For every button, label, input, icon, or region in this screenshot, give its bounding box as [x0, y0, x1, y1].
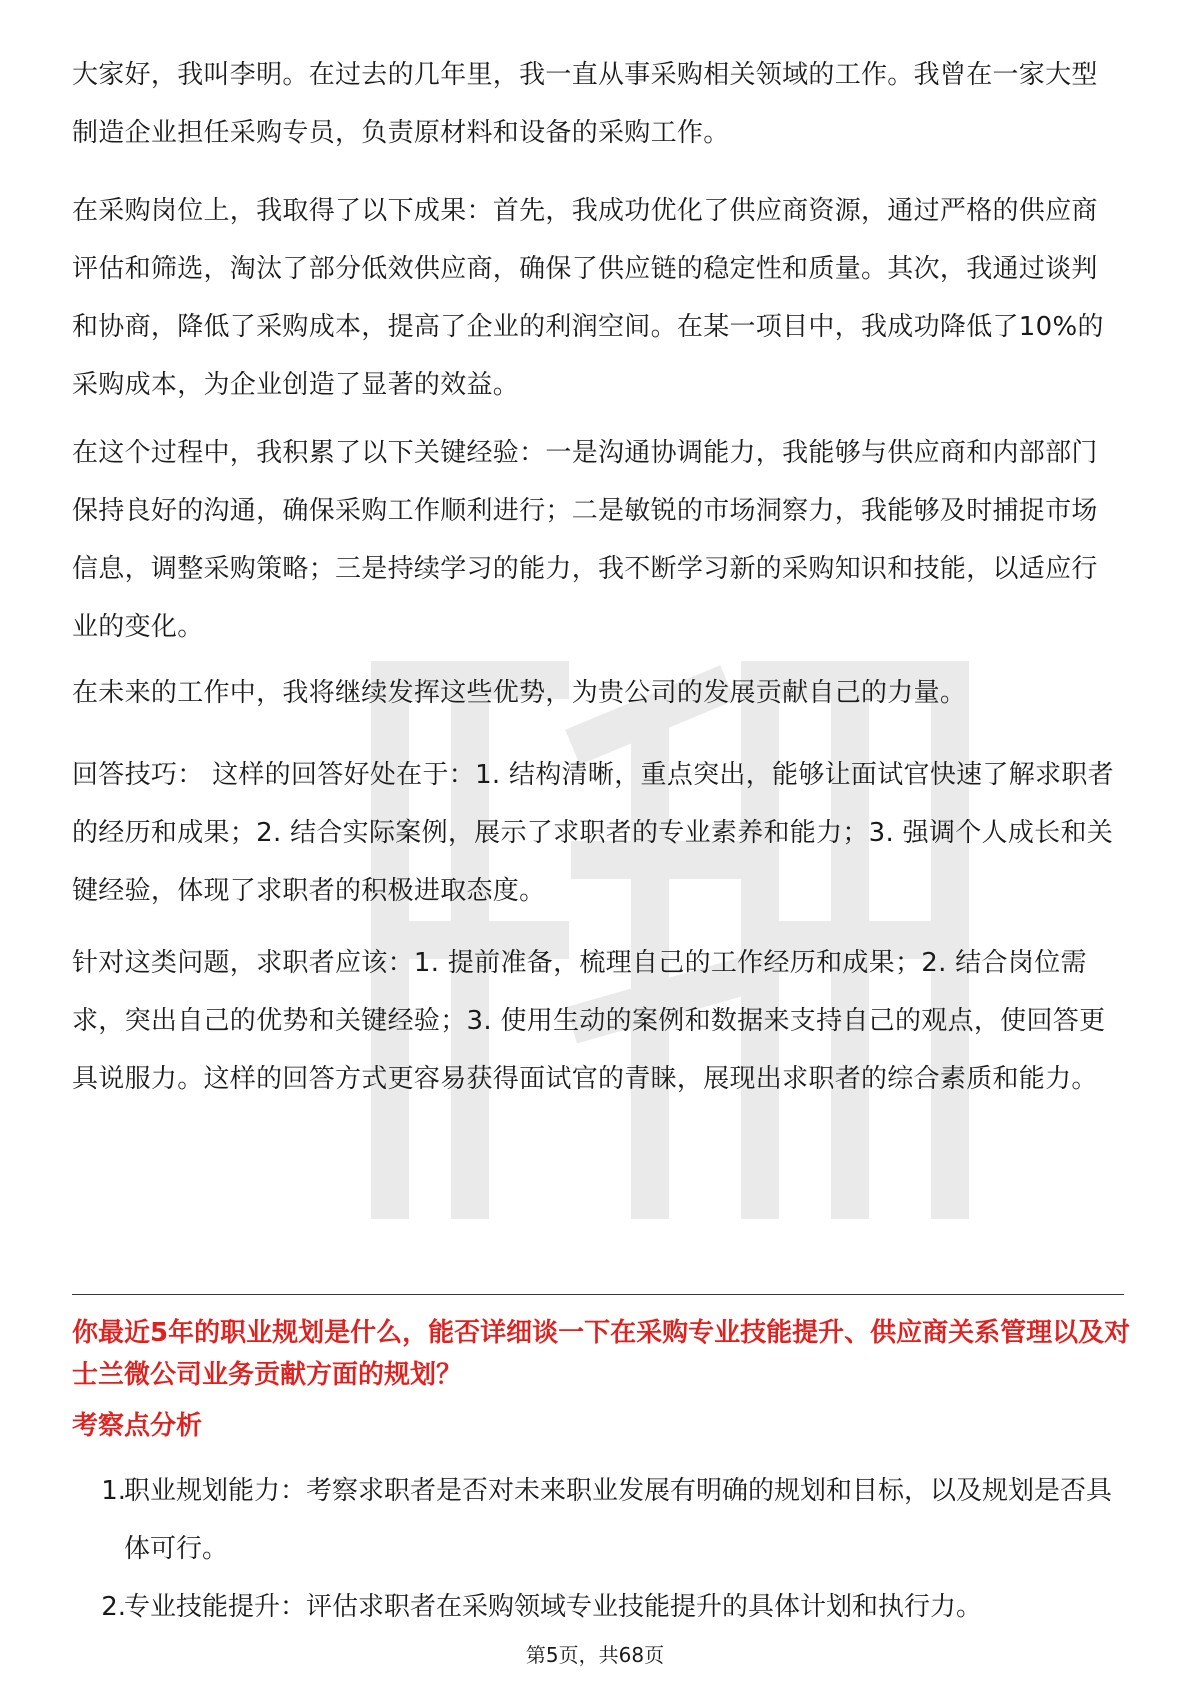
list-item: [72, 1578, 1132, 1636]
experience-paragraph: 在这个过程中，我积累了以下关键经验：一是沟通协调能力，我能够与供应商和内部部门保持良好的沟通，确保采购工作顺利进行；二是敏锐的市场洞察力，我能够及时捕捉市场信息，调整采购策略；三是持续学习的能力，我不断学习新的采购知识和技能，以适应行业的变化。: [72, 438, 1098, 642]
advice-paragraph: 针对这类问题，求职者应该：1. 提前准备，梳理自己的工作经历和成果；2. 结合岗位需求，突出自己的优势和关键经验；3. 使用生动的案例和数据来支持自己的观点，使回答更具说服力。这样的回答方式更容易获得面试官的青睐，展现出求职者的综合素质和能力。: [72, 948, 1106, 1094]
interview-question: 你最近5年的职业规划是什么，能否详细谈一下在采购专业技能提升、供应商关系管理以及对士兰微公司业务贡献方面的规划？: [72, 1318, 1131, 1390]
list-number: 1.: [101, 1476, 126, 1506]
section-divider: [72, 1294, 1124, 1295]
achievements-paragraph: 在采购岗位上，我取得了以下成果：首先，我成功优化了供应商资源，通过严格的供应商评估和筛选，淘汰了部分低效供应商，确保了供应链的稳定性和质量。其次，我通过谈判和协商，降低了采购成本，提高了企业的利润空间。在某一项目中，我成功降低了10%的采购成本，为企业创造了显著的效益。: [72, 196, 1104, 400]
list-number: 2.: [101, 1592, 126, 1622]
list-text: 职业规划能力：考察求职者是否对未来职业发展有明确的规划和目标，以及规划是否具体可行。: [124, 1476, 1113, 1564]
list-text: 专业技能提升：评估求职者在采购领域专业技能提升的具体计划和执行力。: [124, 1592, 983, 1622]
answer-tips-paragraph: 回答技巧： 这样的回答好处在于：1. 结构清晰，重点突出，能够让面试官快速了解求职者的经历和成果；2. 结合实际案例，展示了求职者的专业素养和能力；3. 强调个人成长和关键经验，体现了求职者的积极进取态度。: [72, 760, 1114, 906]
section-title: 考察点分析: [72, 1411, 203, 1441]
closing-paragraph: 在未来的工作中，我将继续发挥这些优势，为贵公司的发展贡献自己的力量。: [72, 678, 967, 708]
intro-paragraph: 大家好，我叫李明。在过去的几年里，我一直从事采购相关领域的工作。我曾在一家大型制造企业担任采购专员，负责原材料和设备的采购工作。: [72, 60, 1098, 148]
page-footer: 第5页，共68页: [525, 1643, 665, 1667]
list-item: [72, 1462, 1132, 1578]
